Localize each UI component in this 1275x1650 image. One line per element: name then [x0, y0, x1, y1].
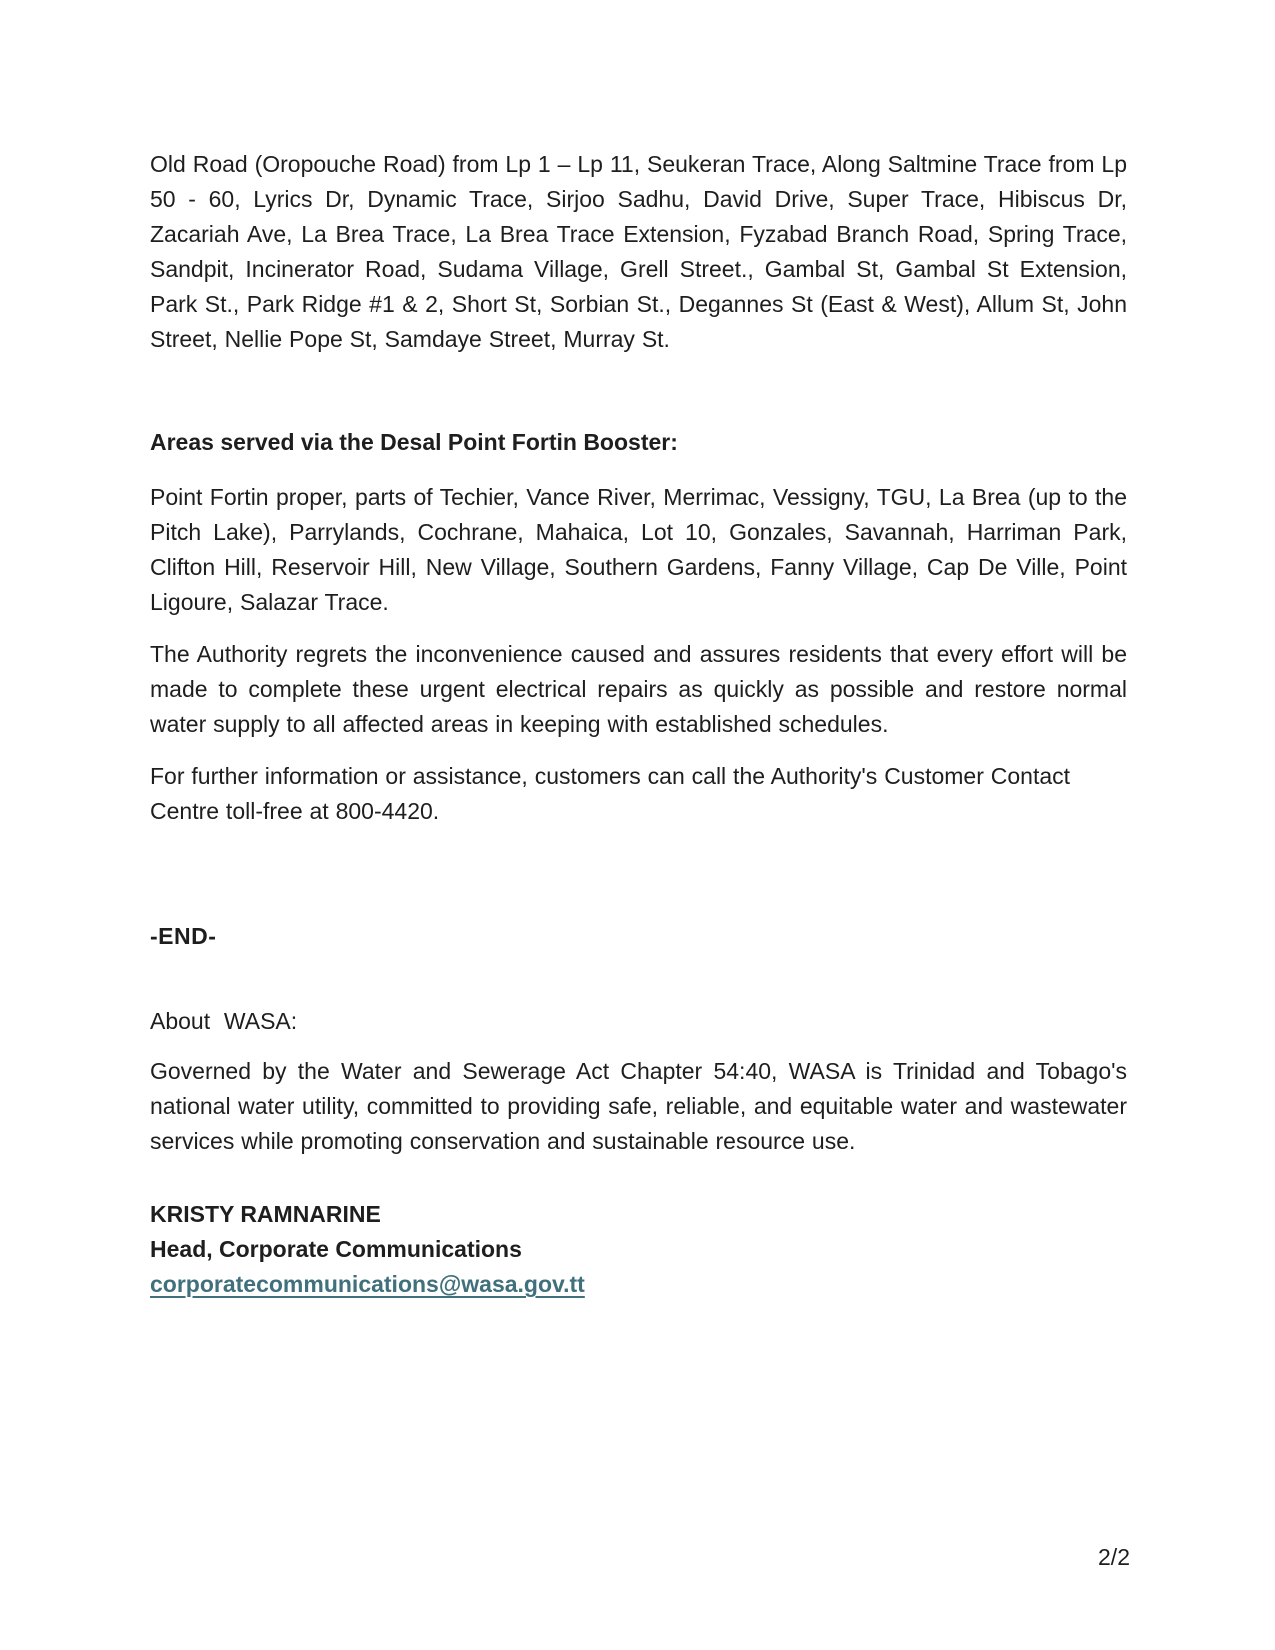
signature-name: KRISTY RAMNARINE	[150, 1201, 381, 1227]
signature-email-line	[150, 1267, 1127, 1302]
end-marker: -END-	[150, 923, 217, 949]
regrets-paragraph: The Authority regrets the inconvenience caused and assures residents that every effort will be made to complete these urgent electrical repairs as quickly as possible and restore normal water supply to all affected areas in keeping with established schedules.	[150, 641, 1127, 737]
signature-block	[150, 1197, 1127, 1302]
contact-info-paragraph: For further information or assistance, customers can call the Authority's Customer Contact Centre toll-free at 800-4420.	[150, 763, 1071, 824]
signature-title: Head, Corporate Communications	[150, 1236, 522, 1262]
page-number: 2/2	[1098, 1544, 1130, 1570]
affected-streets-paragraph: Old Road (Oropouche Road) from Lp 1 – Lp 11, Seukeran Trace, Along Saltmine Trace from Lp 50 - 60, Lyrics Dr, Dynamic Trace, Sirjoo Sadhu, David Drive, Super Trace, Hibiscus Dr, Zacariah Ave, La Brea Trace, La Brea Trace Extension, Fyzabad Branch Road, Spring Trace, Sandpit, Incinerator Road, Sudama Village, Grell Street., Gambal St, Gambal St Extension, Park St., Park Ridge #1 & 2, Short St, Sorbian St., Degannes St (East & West), Allum St, John Street, Nellie Pope St, Samdaye Street, Murray St.	[150, 151, 1127, 352]
about-wasa-paragraph: Governed by the Water and Sewerage Act Chapter 54:40, WASA is Trinidad and Tobago's national water utility, committed to providing safe, reliable, and equitable water and wastewater services while promoting conservation and sustainable resource use.	[150, 1058, 1127, 1154]
email-link[interactable]: corporatecommunications@wasa.gov.tt	[150, 1271, 585, 1297]
desal-booster-heading: Areas served via the Desal Point Fortin Booster:	[150, 429, 678, 455]
about-wasa-heading: About WASA:	[150, 1008, 298, 1034]
desal-areas-paragraph: Point Fortin proper, parts of Techier, Vance River, Merrimac, Vessigny, TGU, La Brea (up to the Pitch Lake), Parrylands, Cochrane, Mahaica, Lot 10, Gonzales, Savannah, Harriman Park, Clifton Hill, Reservoir Hill, New Village, Southern Gardens, Fanny Village, Cap De Ville, Point Ligoure, Salazar Trace.	[150, 484, 1127, 615]
